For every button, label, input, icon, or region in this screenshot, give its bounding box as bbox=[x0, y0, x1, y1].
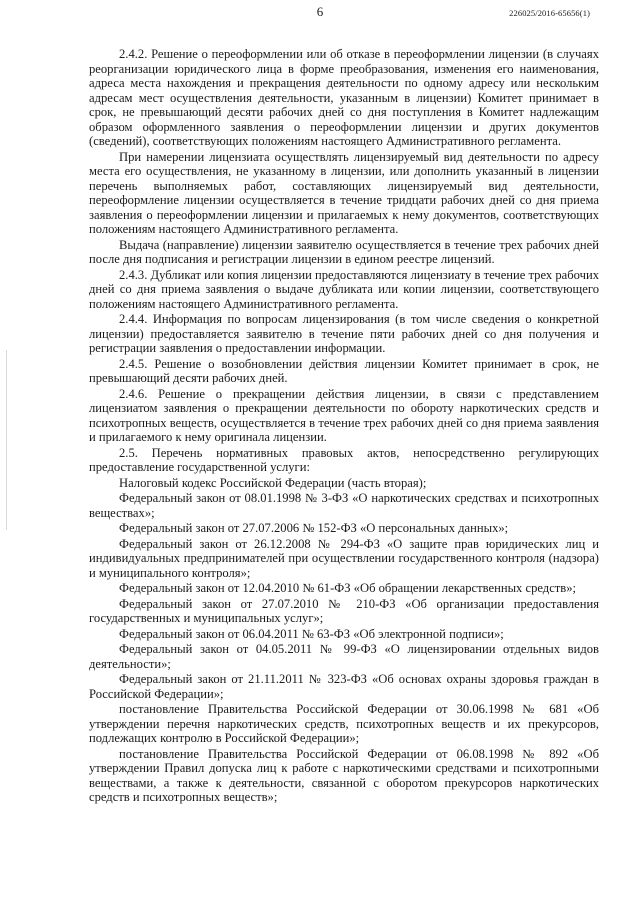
paragraph-2-5: 2.5. Перечень нормативных правовых актов, непосредственно регулирующих предоставление государственной услуги: bbox=[89, 445, 599, 474]
law-item: Федеральный закон от 06.04.2011 № 63-ФЗ «Об электронной подписи»; bbox=[119, 626, 504, 641]
law-item: Федеральный закон от 08.01.1998 № 3-ФЗ «О наркотических средствах и психотропных веществах»; bbox=[89, 491, 599, 520]
paragraph-2-4-6: 2.4.6. Решение о прекращении действия лицензии, в связи с представлением лицензиатом заявления о прекращении деятельности по обороту наркотических средств и психотропных веществ, осуществляется в течение трех рабочих дней со дня приема заявления и прилагаемого к нему оригинала лицензии. bbox=[89, 386, 599, 444]
law-item: Федеральный закон от 27.07.2006 № 152-ФЗ «О персональных данных»; bbox=[119, 521, 509, 535]
page-number: 6 bbox=[316, 4, 324, 19]
law-item: Федеральный закон от 12.04.2010 № 61-ФЗ «Об обращении лекарственных средств»; bbox=[119, 581, 577, 595]
law-item: Федеральный закон от 04.05.2011 № 99-ФЗ «О лицензировании отдельных видов деятельности»; bbox=[89, 642, 599, 671]
paragraph-2-4-3: 2.4.3. Дубликат или копия лицензии предоставляются лицензиату в течение трех рабочих дней со дня приема заявления о выдаче дубликата или копии лицензии, соответствующего положениям настоящего Административного регламента. bbox=[89, 267, 599, 311]
law-item: Федеральный закон от 26.12.2008 № 294-ФЗ «О защите прав юридических лиц и индивидуальных предпринимателей при осуществлении государственного контроля (надзора) и муниципального контроля»; bbox=[89, 536, 599, 580]
paragraph-2-4-5: 2.4.5. Решение о возобновлении действия лицензии Комитет принимает в срок, не превышающий десяти рабочих дней. bbox=[89, 356, 599, 385]
law-item: Федеральный закон от 27.07.2010 № 210-ФЗ «Об организации предоставления государственных и муниципальных услуг»; bbox=[89, 596, 599, 625]
law-item: постановление Правительства Российской Федерации от 30.06.1998 № 681 «Об утверждении перечня наркотических средств, психотропных веществ и их прекурсоров, подлежащих контролю в Российской Федерации»; bbox=[89, 702, 599, 745]
paragraph-license-issue: Выдача (направление) лицензии заявителю осуществляется в течение трех рабочих дней после дня подписания и регистрации лицензии в едином реестре лицензий. bbox=[89, 237, 599, 266]
law-item: Федеральный закон от 21.11.2011 № 323-ФЗ «Об основах охраны здоровья граждан в Российской Федерации»; bbox=[89, 672, 599, 701]
scan-edge-mark bbox=[6, 350, 7, 530]
document-reference: 226025/2016-65656(1) bbox=[509, 8, 590, 18]
law-item: постановление Правительства Российской Федерации от 06.08.1998 № 892 «Об утверждении Правил допуска лиц к работе с наркотическими средствами и психотропными веществами, а также к деятельности, связанной с оборотом прекурсоров наркотических средств и психотропных веществ»; bbox=[89, 746, 599, 804]
law-item: Налоговый кодекс Российской Федерации (часть вторая); bbox=[119, 475, 427, 490]
paragraph-address-change: При намерении лицензиата осуществлять лицензируемый вид деятельности по адресу места его осуществления, не указанному в лицензии, или дополнить указанный в лицензии перечень выполняемых работ, составляющих лицензируемый вид деятельности, переоформление лицензии осуществляется в течение тридцати рабочих дней со дня приема заявления о переоформлении лицензии и прилагаемых к нему документов, соответствующих положениям настоящего Административного регламента. bbox=[89, 149, 599, 236]
paragraph-2-4-2: 2.4.2. Решение о переоформлении или об отказе в переоформлении лицензии (в случаях реорганизации юридического лица в форме преобразования, изменения его наименования, адреса места нахождения и прекращения деятельности по одному адресу или нескольким адресам мест осуществления деятельности, указанным в лицензии) Комитет принимает в срок, не превышающий десяти рабочих дней со дня поступления в Комитет надлежащим образом оформленного заявления о переоформлении лицензии и других документов (сведений), соответствующих положениям настоящего Административного регламента. bbox=[89, 47, 599, 148]
paragraph-2-4-4: 2.4.4. Информация по вопросам лицензирования (в том числе сведения о конкретной лицензии) предоставляется заявителю в течение пяти рабочих дней со дня получения и регистрации заявления о предоставлении информации. bbox=[89, 312, 599, 355]
document-body bbox=[89, 47, 599, 805]
